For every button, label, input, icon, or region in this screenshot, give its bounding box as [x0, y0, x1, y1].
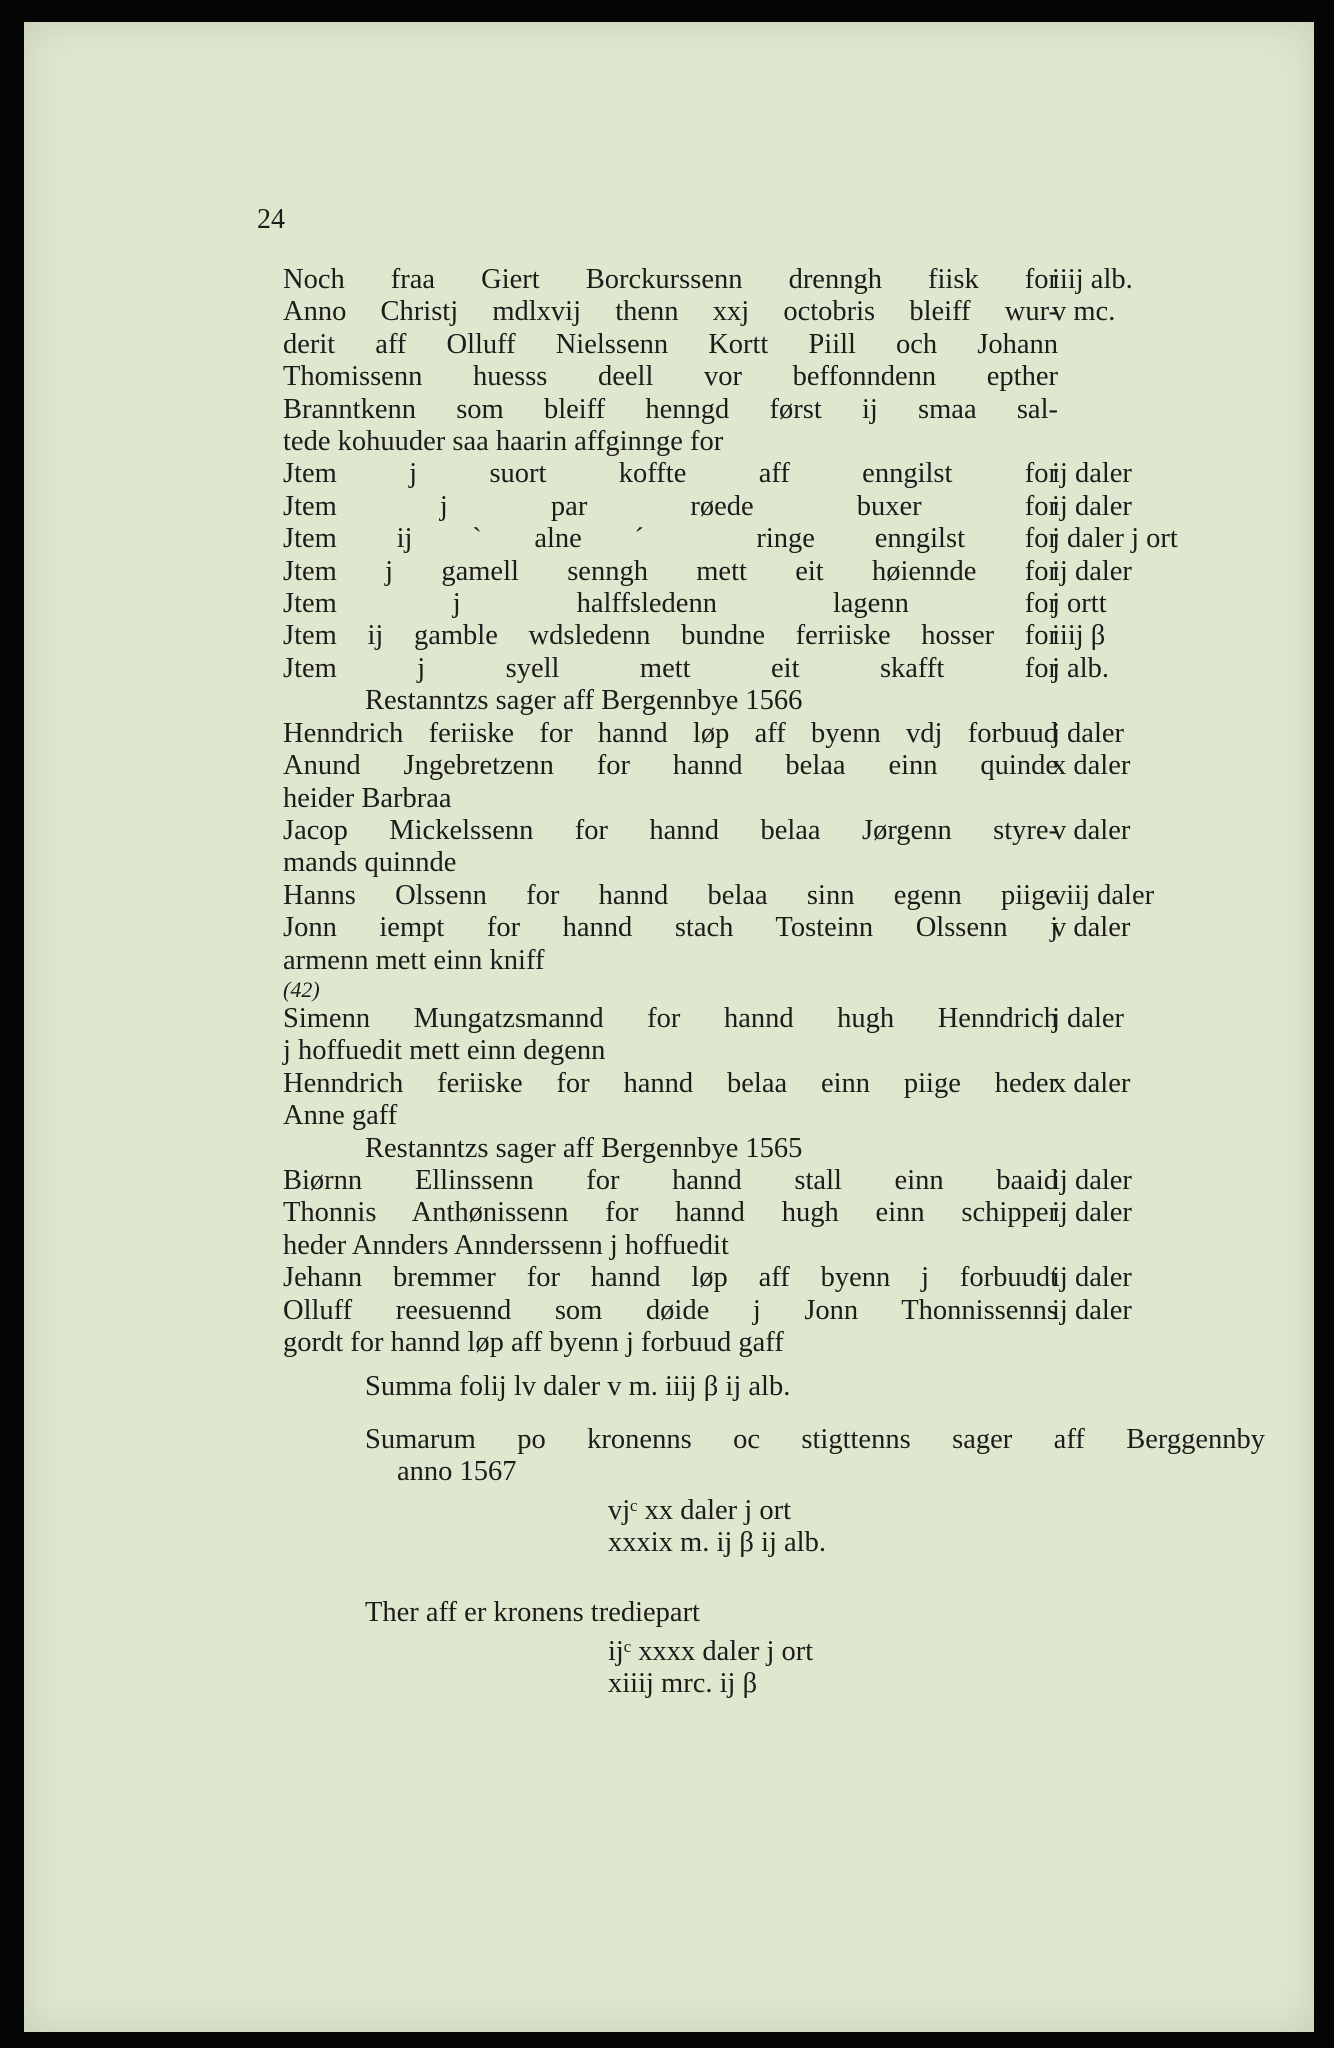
entry-text [283, 556, 1058, 588]
entry-amount: ij daler [1052, 458, 1132, 490]
ledger-entry [283, 1262, 1263, 1294]
ledger-entry [283, 458, 1263, 490]
ledger-entry [283, 880, 1263, 912]
ledger-entry [283, 1295, 1263, 1360]
page-marker: (42) [283, 976, 320, 1002]
entry-line: Biørnn Ellinssenn for hannd stall einn baaid [283, 1164, 1058, 1196]
heading-1566: Restanntzs sager aff Bergennbye 1566 [365, 685, 803, 717]
ther-total-1: ijᶜ xxxx daler j ort [608, 1635, 814, 1667]
entries-1566-group [283, 718, 1263, 977]
ther-totals [283, 1636, 1263, 1701]
ledger-entry [283, 491, 1263, 523]
entry-amount: v mc. [1052, 296, 1116, 328]
entry-amount: ij daler [1052, 490, 1132, 522]
entry-line: armenn mett einn kniff [283, 944, 545, 976]
entry-amount: ij daler [1052, 555, 1132, 587]
entries-1566b-group [283, 1003, 1263, 1133]
entry-text [283, 588, 1058, 620]
summa-line: Summa folij lv daler v m. iiij β ij alb. [365, 1371, 791, 1403]
entry-line: Anne gaff [283, 1100, 398, 1132]
entry-amount: j daler j ort [1052, 523, 1178, 555]
entry-text [283, 750, 1058, 815]
ther-total-2: xiiij mrc. ij β [608, 1668, 758, 1700]
ledger-entry [283, 750, 1263, 815]
entry-line: heider Barbraa [283, 782, 452, 814]
entry-amount: iiij alb. [1052, 264, 1133, 295]
entry-line: gordt for hannd løp aff byenn j forbuud gaff [283, 1327, 784, 1358]
entry-text [283, 523, 1058, 555]
entry-line: Jtem j halffsledenn lagenn for [283, 588, 1058, 620]
ledger-entry [283, 815, 1263, 880]
ledger-entry [283, 264, 1263, 296]
entry-line: Anund Jngebretzenn for hannd belaa einn quinde [283, 750, 1058, 782]
ledger [283, 264, 1263, 1701]
ledger-entry [283, 296, 1263, 458]
entry-amount: iiij β [1052, 620, 1106, 652]
entry-line: Jtem j par røede buxer for [283, 490, 1058, 522]
entry-text [283, 1262, 1058, 1294]
entry-amount: v daler [1052, 814, 1131, 846]
entry-line: Branntkenn som bleiff henngd først ij smaa sal- [283, 393, 1058, 425]
entry-text [283, 264, 1058, 296]
entry-amount: ij daler [1052, 1294, 1132, 1326]
entry-line: Thonnis Anthønissenn for hannd hugh einn schipper [283, 1197, 1058, 1229]
entry-amount: j alb. [1052, 652, 1109, 684]
entry-text [283, 458, 1058, 490]
entry-text [283, 718, 1058, 750]
entry-amount: x daler [1052, 1067, 1131, 1099]
entry-text [283, 1003, 1058, 1068]
entry-amount: ij daler [1052, 1262, 1132, 1294]
entry-line: Henndrich feriiske for hannd belaa einn piige heder [283, 1067, 1058, 1099]
entry-line: tede kohuuder saa haarin affginnge for [283, 426, 724, 458]
entry-line: Jtem j syell mett eit skafft for [283, 652, 1058, 684]
entry-line: heder Annders Annderssenn j hoffuedit [283, 1229, 729, 1261]
entry-line: Anno Christj mdlxvij thenn xxj octobris bleiff wur- [283, 296, 1058, 328]
entry-text [283, 1295, 1058, 1360]
page-number: 24 [257, 204, 285, 235]
entry-amount: v daler [1052, 912, 1131, 944]
ther-line: Ther aff er kronens trediepart [365, 1597, 700, 1629]
entry-line: Henndrich feriiske for hannd løp aff byenn vdj forbuud [283, 717, 1058, 749]
entry-line: Simenn Mungatzsmannd for hannd hugh Henndrich [283, 1002, 1058, 1034]
sumarum-block [283, 1424, 1263, 1489]
ledger-entry [283, 1003, 1263, 1068]
sumarum-line-1: Sumarum po kronenns oc stigttenns sager aff Berggennby [365, 1423, 1265, 1455]
entry-line: Jehann bremmer for hannd løp aff byenn j forbuudt [283, 1262, 1058, 1294]
sumarum-total-2: xxxix m. ij β ij alb. [608, 1527, 826, 1559]
entry-text [283, 620, 1058, 652]
entry-text [283, 815, 1058, 880]
entry-line: Jtem ij gamble wdsledenn bundne ferriiske hosser for [283, 620, 1058, 652]
entry-amount: j daler [1052, 1002, 1125, 1034]
entry-line: Noch fraa Giert Borckurssenn drenngh fiisk for [283, 264, 1058, 295]
entries-1565-group [283, 1165, 1263, 1359]
sumarum-total-1: vjᶜ xx daler j ort [608, 1494, 791, 1526]
ledger-entry [283, 653, 1263, 685]
entry-text [283, 1165, 1058, 1197]
entry-amount: ij daler [1052, 1164, 1132, 1196]
entry-text [283, 653, 1058, 685]
entry-line: Hanns Olssenn for hannd belaa sinn egenn piige [283, 879, 1058, 911]
entry-amount: viij daler [1052, 879, 1155, 911]
sumarum-totals [283, 1495, 1263, 1560]
entry-line: Jtem ij ˋalneˊ ringe enngilst for [283, 523, 1058, 555]
entry-text [283, 296, 1058, 458]
entry-line: j hoffuedit mett einn degenn [283, 1035, 606, 1067]
entry-text [283, 880, 1058, 912]
ledger-entry [283, 1165, 1263, 1197]
entry-text [283, 1068, 1058, 1133]
ledger-entry [283, 620, 1263, 652]
entry-amount: j daler [1052, 717, 1125, 749]
entry-amount: ij daler [1052, 1197, 1132, 1229]
entry-text [283, 1197, 1058, 1262]
entry-line: Jtem j gamell senngh mett eit høiennde for [283, 555, 1058, 587]
heading-1565: Restanntzs sager aff Bergennbye 1565 [365, 1132, 803, 1164]
ledger-entry [283, 1068, 1263, 1133]
entry-line: mands quinnde [283, 847, 457, 879]
entries-group [283, 264, 1263, 685]
sumarum-line-2: anno 1567 [397, 1456, 517, 1488]
entry-line: derit aff Olluff Nielssenn Kortt Piill och Johann [283, 328, 1058, 360]
ledger-entry [283, 588, 1263, 620]
entry-text [283, 491, 1058, 523]
ledger-entry [283, 556, 1263, 588]
ledger-entry [283, 718, 1263, 750]
entry-line: Jonn iempt for hannd stach Tosteinn Olssenn j [283, 912, 1058, 944]
ledger-entry [283, 912, 1263, 977]
entry-amount: x daler [1052, 750, 1131, 782]
document-page [24, 22, 1314, 2032]
ledger-entry [283, 523, 1263, 555]
entry-line: Jtem j suort koffte aff enngilst for [283, 458, 1058, 490]
entry-line: Thomissenn huesss deell vor beffonndenn epther [283, 361, 1058, 393]
entry-text [283, 912, 1058, 977]
entry-line: Jacop Mickelssenn for hannd belaa Jørgenn styre- [283, 814, 1058, 846]
ledger-entry [283, 1197, 1263, 1262]
entry-line: Olluff reesuennd som døide j Jonn Thonnissenns [283, 1294, 1058, 1326]
entry-amount: j ortt [1052, 588, 1107, 620]
